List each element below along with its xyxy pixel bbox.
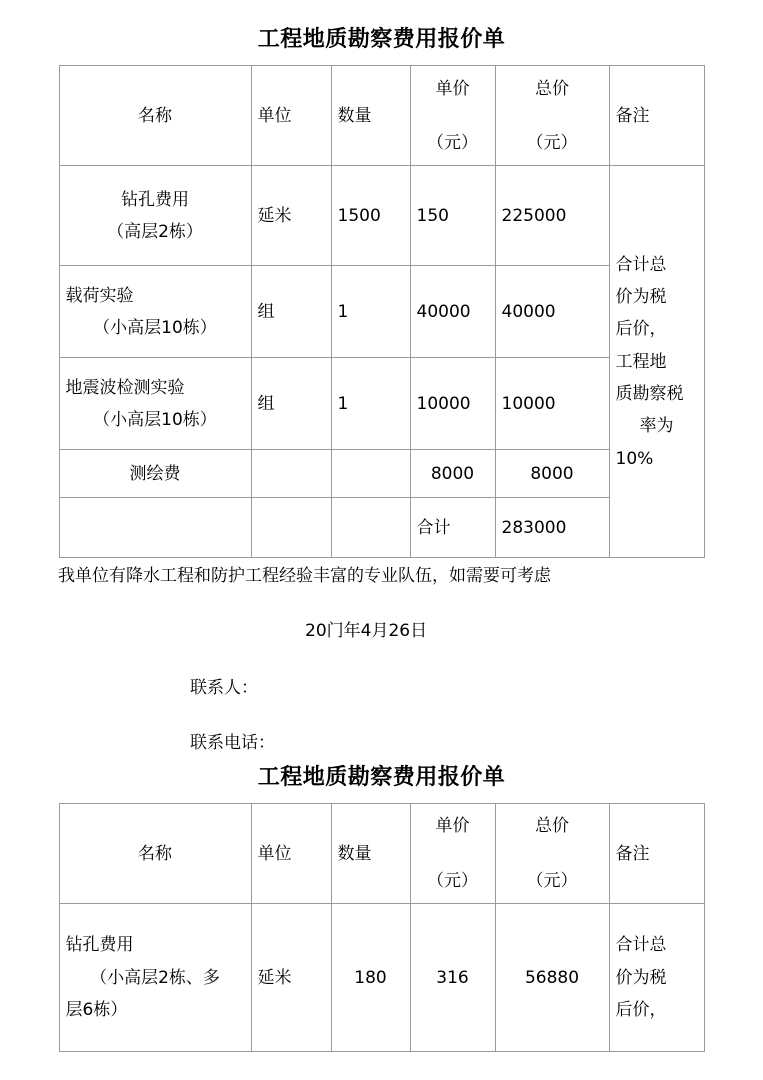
- cell-name-line2: （高层2栋）: [107, 221, 203, 242]
- table-header-row: [59, 66, 704, 166]
- cell-unit: 延米: [251, 166, 331, 266]
- cell-total-price: 56880: [495, 904, 609, 1052]
- cell-name-line1: 钻孔费用: [121, 189, 189, 210]
- column-header-remark: 备注: [609, 66, 704, 166]
- cell-remark-merged: [609, 166, 704, 558]
- cell-unit-price: 8000: [410, 450, 495, 498]
- column-header-total-price-currency: （元）: [526, 870, 578, 891]
- cell-name: 测绘费: [59, 450, 251, 498]
- remark-line-4: 工程地: [615, 351, 667, 372]
- cell-name-line2: （小高层2栋、多: [90, 967, 220, 988]
- table-row: [59, 266, 704, 358]
- cell-name-line3: 层6栋）: [65, 999, 128, 1020]
- cell-quantity: [331, 450, 410, 498]
- remark-line-1: 合计总: [615, 254, 667, 275]
- cell-unit: 延米: [251, 904, 331, 1052]
- column-header-unit-price-label: 单价: [435, 816, 470, 837]
- cell-quantity: [331, 498, 410, 558]
- cell-name-line1: 钻孔费用: [65, 935, 134, 956]
- remark-line-3: 后价，: [615, 319, 667, 340]
- cell-quantity: 180: [331, 904, 410, 1052]
- column-header-unit: 单位: [251, 804, 331, 904]
- cell-quantity: 1: [331, 358, 410, 450]
- note-date: 20门年4月26日: [305, 620, 428, 641]
- note-contact-phone: 联系电话：: [190, 732, 275, 753]
- remark-line-5: 质勘察税: [615, 384, 684, 405]
- remark-line-2: 价为税: [615, 967, 667, 988]
- note-contact-person: 联系人：: [190, 677, 258, 698]
- cell-total-price: 225000: [495, 166, 609, 266]
- table-row: [59, 358, 704, 450]
- cell-name: [59, 358, 251, 450]
- remark-line-2: 价为税: [615, 287, 667, 308]
- cell-total-label: 合计: [410, 498, 495, 558]
- column-header-quantity: 数量: [331, 66, 410, 166]
- remark-line-6: 率为: [639, 416, 674, 437]
- cell-name-line2: （小高层10栋）: [93, 317, 217, 338]
- table-row: [59, 904, 704, 1052]
- cell-total-amount: 283000: [495, 498, 609, 558]
- column-header-total-price-label: 总价: [535, 78, 569, 99]
- table-row: [59, 166, 704, 266]
- column-header-unit-price: [410, 804, 495, 904]
- table-header-row: [59, 804, 704, 904]
- cell-unit: [251, 498, 331, 558]
- column-header-unit-price-currency: （元）: [427, 870, 478, 891]
- cell-name-line2: （小高层10栋）: [93, 409, 217, 430]
- table-row-total: [59, 498, 704, 558]
- column-header-total-price-label: 总价: [535, 816, 569, 837]
- quotation-table-second: [59, 803, 705, 1052]
- cell-total-price: 40000: [495, 266, 609, 358]
- quotation-table-first: [59, 65, 705, 558]
- column-header-unit-price-label: 单价: [435, 78, 470, 99]
- cell-name: [59, 904, 251, 1052]
- remark-line-1: 合计总: [615, 935, 667, 956]
- cell-unit-price: 40000: [410, 266, 495, 358]
- column-header-name: 名称: [59, 804, 251, 904]
- cell-unit: 组: [251, 358, 331, 450]
- remark-line-3: 后价，: [615, 999, 667, 1020]
- column-header-remark: 备注: [609, 804, 704, 904]
- cell-name-line1: 地震波检测实验: [65, 377, 185, 398]
- column-header-name: 名称: [59, 66, 251, 166]
- cell-unit-price: 316: [410, 904, 495, 1052]
- page-title-first-quote: 工程地质勘察费用报价单: [257, 27, 506, 52]
- cell-name: [59, 498, 251, 558]
- cell-name: [59, 166, 251, 266]
- column-header-total-price: [495, 66, 609, 166]
- column-header-unit-price-currency: （元）: [427, 132, 478, 153]
- column-header-total-price: [495, 804, 609, 904]
- table-row: [59, 450, 704, 498]
- column-header-unit: 单位: [251, 66, 331, 166]
- cell-quantity: 1500: [331, 166, 410, 266]
- cell-remark: [609, 904, 704, 1052]
- cell-total-price: 8000: [495, 450, 609, 498]
- remark-line-7: 10%: [615, 448, 654, 469]
- cell-unit-price: 10000: [410, 358, 495, 450]
- cell-name-line1: 载荷实验: [65, 285, 134, 306]
- cell-total-price: 10000: [495, 358, 609, 450]
- column-header-quantity: 数量: [331, 804, 410, 904]
- cell-unit-price: 150: [410, 166, 495, 266]
- cell-name: [59, 266, 251, 358]
- cell-quantity: 1: [331, 266, 410, 358]
- cell-unit: 组: [251, 266, 331, 358]
- note-capability: 我单位有降水工程和防护工程经验丰富的专业队伍，如需要可考虑: [58, 566, 551, 587]
- column-header-unit-price: [410, 66, 495, 166]
- page-title-second-quote: 工程地质勘察费用报价单: [257, 764, 506, 790]
- cell-unit: [251, 450, 331, 498]
- column-header-total-price-currency: （元）: [526, 132, 578, 153]
